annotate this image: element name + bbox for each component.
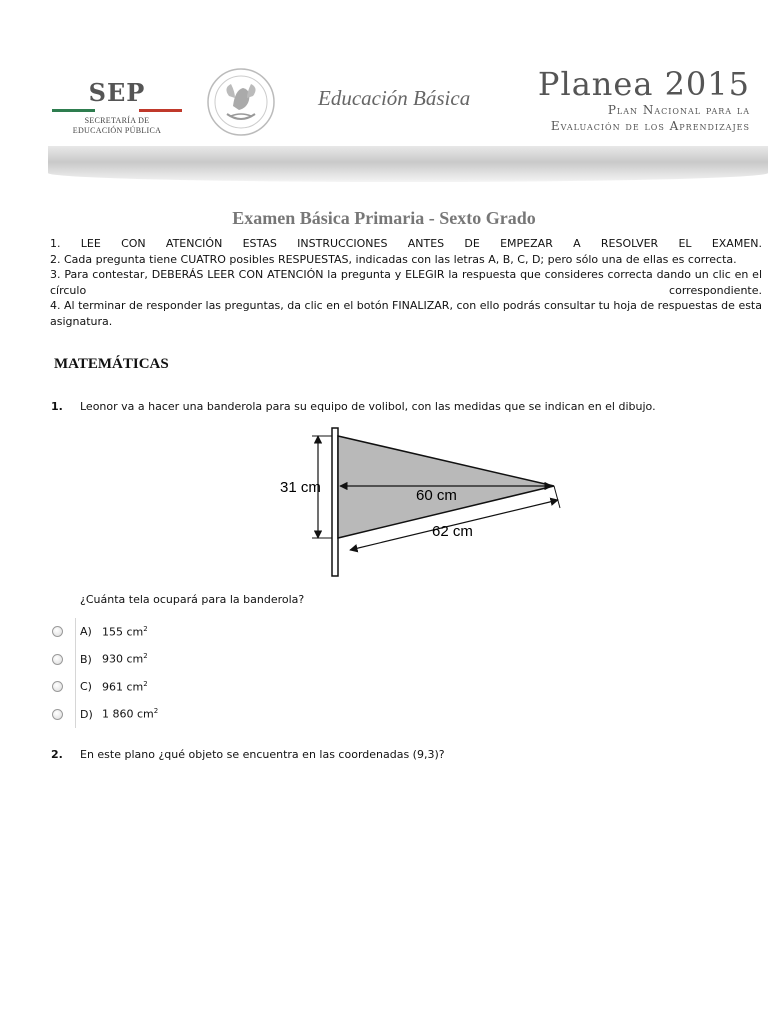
header-decorative-band — [48, 146, 768, 182]
section-title: MATEMÁTICAS — [54, 356, 169, 372]
option-c-letter: C) — [80, 680, 92, 694]
instruction-3: 3. Para contestar, DEBERÁS LEER CON ATENCIÓN la pregunta y ELEGIR la respuesta que consideres correcta dando un clic en el círculo correspondiente. — [50, 268, 762, 297]
planea-subtitle-2: Evaluación de los Aprendizajes — [550, 119, 750, 133]
option-a-letter: A) — [80, 625, 92, 639]
question-1-number: 1. — [51, 400, 63, 413]
option-d-radio[interactable] — [52, 709, 63, 720]
page-header — [0, 0, 768, 185]
planea-logo — [510, 66, 750, 134]
option-a-radio[interactable] — [52, 626, 63, 637]
instruction-1: 1. LEE CON ATENCIÓN ESTAS INSTRUCCIONES ANTES DE EMPEZAR A RESOLVER EL EXAMEN. — [50, 237, 762, 250]
question-2-text: En este plano ¿qué objeto se encuentra en las coordenadas (9,3)? — [80, 748, 445, 761]
height-label: 31 cm — [280, 479, 321, 496]
planea-subtitle-1: Plan Nacional para la — [607, 103, 750, 117]
instructions — [50, 236, 762, 329]
side-label: 62 cm — [432, 523, 473, 540]
option-c-radio[interactable] — [52, 681, 63, 692]
sep-logo-subtitle-2: EDUCACIÓN PÚBLICA — [72, 126, 162, 135]
sep-logo-title: SEP — [88, 78, 146, 107]
question-1-text: Leonor va a hacer una banderola para su equipo de volibol, con las medidas que se indican en el dibujo. — [80, 400, 656, 413]
instruction-4: 4. Al terminar de responder las preguntas, da clic en el botón FINALIZAR, con ello podrás consultar tu hoja de respuestas de esta asignatura. — [50, 299, 762, 328]
option-b-letter: B) — [80, 652, 92, 666]
pennant-pole — [332, 428, 338, 576]
option-d-letter: D) — [80, 707, 93, 721]
option-d-value: 1 860 $cm^2$ — [102, 707, 159, 722]
sep-logo-tricolor-bar — [52, 109, 182, 112]
pennant-figure — [276, 424, 576, 580]
option-b-value: 930 $cm^2$ — [102, 652, 148, 667]
planea-title: Planea 2015 — [537, 65, 750, 103]
option-c[interactable] — [48, 673, 348, 701]
exam-title: Examen Básica Primaria - Sexto Grado — [232, 208, 536, 228]
option-c-value: 961 $cm^2$ — [102, 679, 148, 694]
question-2-number: 2. — [51, 748, 63, 761]
sep-logo — [52, 78, 182, 136]
question-1-prompt: ¿Cuánta tela ocupará para la banderola? — [80, 593, 305, 606]
option-b-radio[interactable] — [52, 654, 63, 665]
educacion-basica-label: Educación Básica — [318, 86, 471, 110]
option-a[interactable] — [48, 618, 348, 646]
length-label: 60 cm — [416, 487, 457, 504]
sep-logo-subtitle-1: SECRETARÍA DE — [84, 116, 150, 125]
option-b[interactable] — [48, 646, 348, 674]
option-d[interactable] — [48, 701, 348, 729]
option-a-value: 155 $cm^2$ — [102, 624, 148, 639]
question-1-options — [48, 618, 348, 728]
instruction-2: 2. Cada pregunta tiene CUATRO posibles RESPUESTAS, indicadas con las letras A, B, C, D; pero sólo una de ellas es correcta. — [50, 252, 737, 266]
national-seal-icon — [205, 66, 277, 138]
